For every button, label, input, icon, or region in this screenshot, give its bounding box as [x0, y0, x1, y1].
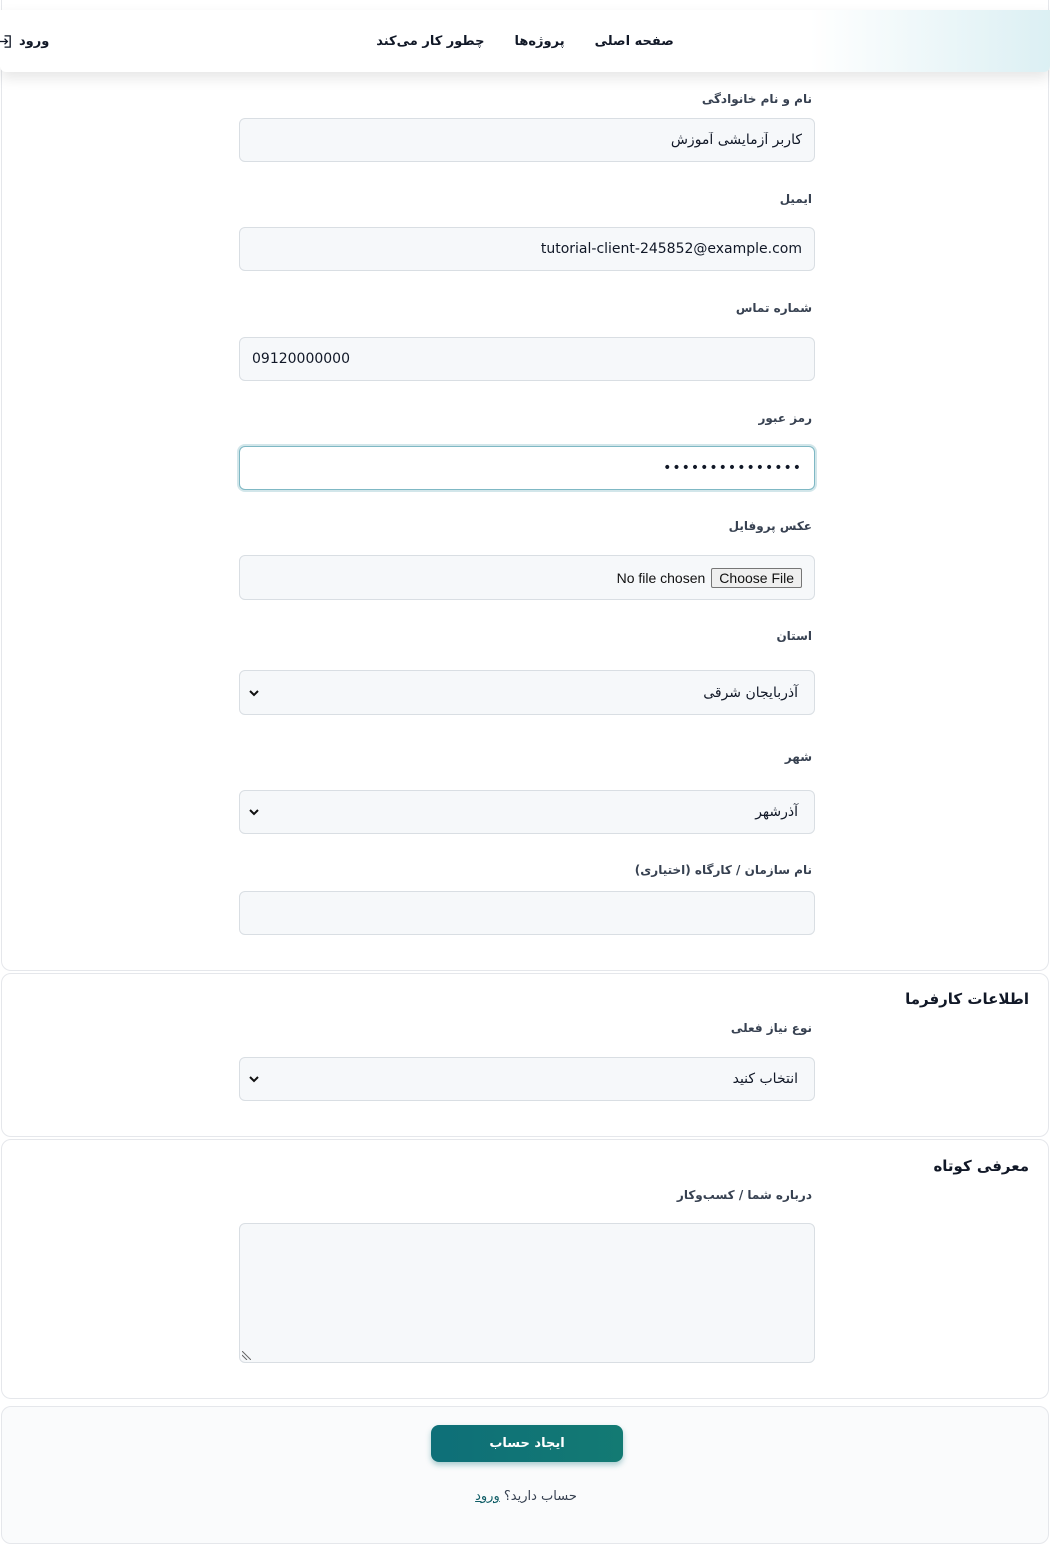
- nav-login-label: ورود: [19, 33, 50, 49]
- have-account-line: [2, 1489, 1050, 1504]
- intro-section-title: معرفی کوتاه: [933, 1157, 1029, 1175]
- need-type-label: نوع نیاز فعلی: [730, 1021, 812, 1035]
- password-input[interactable]: [239, 446, 815, 490]
- password-label: رمز عبور: [758, 411, 812, 425]
- province-label: استان: [776, 629, 812, 643]
- province-select[interactable]: [239, 670, 815, 715]
- organization-input[interactable]: [239, 891, 815, 935]
- chevron-down-icon: [248, 806, 260, 818]
- resize-grip-icon[interactable]: [242, 1351, 251, 1360]
- password-masked-value: •••••••••••••••: [663, 460, 802, 476]
- main-nav: [0, 10, 1050, 72]
- chevron-down-icon: [248, 1073, 260, 1085]
- create-account-button[interactable]: ایجاد حساب: [431, 1425, 623, 1462]
- nav-link-projects[interactable]: پروژه‌ها: [514, 33, 565, 49]
- about-textarea[interactable]: [239, 1223, 815, 1363]
- sign-in-icon: [0, 34, 13, 49]
- form-actions-card: [1, 1406, 1049, 1544]
- email-input[interactable]: [239, 227, 815, 271]
- chevron-down-icon: [248, 687, 260, 699]
- city-select[interactable]: [239, 790, 815, 834]
- need-type-select[interactable]: [239, 1057, 815, 1101]
- file-status-text: No file chosen: [616, 569, 706, 586]
- top-navbar: [0, 10, 1050, 72]
- city-selected-value: آذرشهر: [755, 804, 798, 820]
- full-name-label: نام و نام خانوادگی: [701, 92, 812, 106]
- have-account-text: حساب دارید؟: [503, 1489, 577, 1504]
- city-label: شهر: [784, 750, 812, 764]
- phone-label: شماره تماس: [735, 301, 812, 315]
- nav-login-link[interactable]: [0, 10, 49, 72]
- nav-link-home[interactable]: صفحه اصلی: [594, 33, 674, 49]
- employer-section-title: اطلاعات کارفرما: [905, 990, 1029, 1008]
- choose-file-button[interactable]: Choose File: [711, 568, 802, 588]
- phone-input[interactable]: [239, 337, 815, 381]
- full-name-input[interactable]: [239, 118, 815, 162]
- short-intro-card: [1, 1139, 1049, 1399]
- organization-label: نام سازمان / کارگاه (اختیاری): [634, 863, 812, 877]
- email-label: ایمیل: [779, 192, 812, 206]
- nav-link-how-it-works[interactable]: چطور کار می‌کند: [376, 33, 485, 49]
- profile-photo-label: عکس پروفایل: [728, 519, 812, 533]
- profile-photo-file-input: [239, 555, 815, 600]
- province-selected-value: آذربایجان شرقی: [703, 684, 798, 701]
- need-type-selected-value: انتخاب کنید: [732, 1071, 798, 1087]
- about-label: درباره شما / کسب‌وکار: [676, 1188, 812, 1202]
- employer-info-card: [1, 973, 1049, 1137]
- personal-info-card: [1, 0, 1049, 971]
- login-link[interactable]: ورود: [475, 1489, 500, 1504]
